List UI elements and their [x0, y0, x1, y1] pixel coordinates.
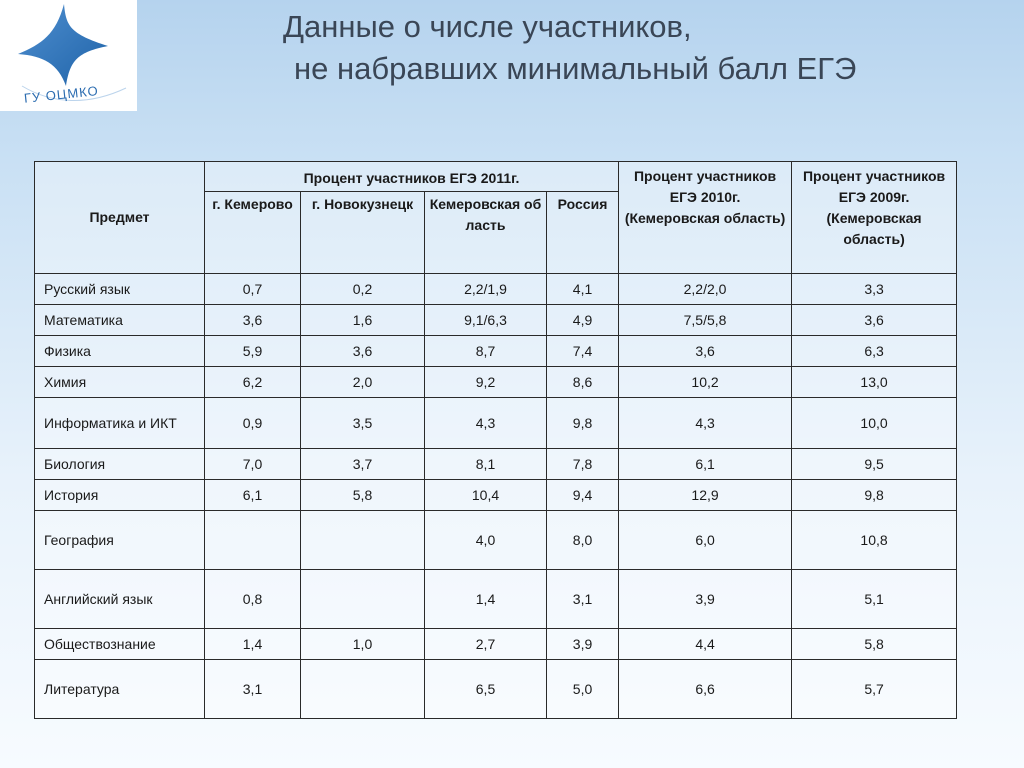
- cell-russia: 3,9: [547, 629, 619, 660]
- cell-subject: Обществознание: [35, 629, 205, 660]
- table-row: [35, 660, 957, 719]
- cell-kemerovo: 3,6: [205, 305, 301, 336]
- header-row-top: [35, 162, 957, 192]
- cell-region: 2,2/1,9: [425, 274, 547, 305]
- table-row: [35, 398, 957, 449]
- cell-subject: Информатика и ИКТ: [35, 398, 205, 449]
- cell-kemerovo: 0,7: [205, 274, 301, 305]
- table-row: [35, 511, 957, 570]
- results-table: [34, 161, 957, 719]
- cell-subject: История: [35, 480, 205, 511]
- table-row: [35, 570, 957, 629]
- cell-russia: 8,6: [547, 367, 619, 398]
- cell-region: 6,5: [425, 660, 547, 719]
- logo-text: ГУ ОЦМКО: [23, 83, 100, 106]
- cell-2009: 5,8: [792, 629, 957, 660]
- cell-subject: Биология: [35, 449, 205, 480]
- table-row: [35, 367, 957, 398]
- header-kemerovo: г. Кемерово: [205, 192, 301, 274]
- cell-novokuznetsk: 1,0: [301, 629, 425, 660]
- header-2009: Процент участников ЕГЭ 2009г. (Кемеровская область): [792, 162, 957, 274]
- cell-novokuznetsk: [301, 570, 425, 629]
- cell-subject: Химия: [35, 367, 205, 398]
- cell-russia: 7,8: [547, 449, 619, 480]
- cell-2010: 4,3: [619, 398, 792, 449]
- cell-novokuznetsk: 2,0: [301, 367, 425, 398]
- table-row: [35, 629, 957, 660]
- cell-2009: 13,0: [792, 367, 957, 398]
- header-2010: Процент участников ЕГЭ 2010г. (Кемеровская область): [619, 162, 792, 274]
- cell-subject: Русский язык: [35, 274, 205, 305]
- cell-novokuznetsk: 0,2: [301, 274, 425, 305]
- cell-kemerovo: [205, 511, 301, 570]
- cell-russia: 3,1: [547, 570, 619, 629]
- table-row: [35, 336, 957, 367]
- cell-2010: 2,2/2,0: [619, 274, 792, 305]
- cell-subject: Английский язык: [35, 570, 205, 629]
- cell-subject: География: [35, 511, 205, 570]
- cell-russia: 7,4: [547, 336, 619, 367]
- page-title: [0, 0, 1024, 110]
- header-novokuznetsk: г. Новокузнецк: [301, 192, 425, 274]
- cell-region: 10,4: [425, 480, 547, 511]
- cell-2010: 6,0: [619, 511, 792, 570]
- header-region: Кемеровская область: [425, 192, 547, 274]
- cell-region: 8,7: [425, 336, 547, 367]
- cell-2009: 10,0: [792, 398, 957, 449]
- cell-subject: Литература: [35, 660, 205, 719]
- cell-2010: 10,2: [619, 367, 792, 398]
- cell-2009: 3,3: [792, 274, 957, 305]
- cell-2010: 3,9: [619, 570, 792, 629]
- cell-kemerovo: 6,2: [205, 367, 301, 398]
- cell-2009: 5,1: [792, 570, 957, 629]
- cell-region: 9,1/6,3: [425, 305, 547, 336]
- cell-2010: 6,6: [619, 660, 792, 719]
- cell-2009: 9,5: [792, 449, 957, 480]
- cell-region: 1,4: [425, 570, 547, 629]
- cell-2009: 10,8: [792, 511, 957, 570]
- title-line-2: не набравших минимальный балл ЕГЭ: [294, 51, 857, 86]
- cell-2010: 6,1: [619, 449, 792, 480]
- cell-2009: 3,6: [792, 305, 957, 336]
- cell-russia: 5,0: [547, 660, 619, 719]
- cell-russia: 4,9: [547, 305, 619, 336]
- cell-2010: 12,9: [619, 480, 792, 511]
- header-russia: Россия: [547, 192, 619, 274]
- cell-2009: 5,7: [792, 660, 957, 719]
- cell-novokuznetsk: 3,5: [301, 398, 425, 449]
- cell-russia: 9,4: [547, 480, 619, 511]
- cell-kemerovo: 3,1: [205, 660, 301, 719]
- cell-novokuznetsk: 5,8: [301, 480, 425, 511]
- cell-kemerovo: 0,8: [205, 570, 301, 629]
- cell-subject: Математика: [35, 305, 205, 336]
- cell-kemerovo: 6,1: [205, 480, 301, 511]
- cell-russia: 9,8: [547, 398, 619, 449]
- cell-region: 8,1: [425, 449, 547, 480]
- cell-2010: 7,5/5,8: [619, 305, 792, 336]
- cell-novokuznetsk: [301, 660, 425, 719]
- title-line-1: Данные о числе участников,: [283, 9, 692, 44]
- cell-2009: 9,8: [792, 480, 957, 511]
- cell-subject: Физика: [35, 336, 205, 367]
- cell-kemerovo: 0,9: [205, 398, 301, 449]
- table-row: [35, 480, 957, 511]
- cell-2009: 6,3: [792, 336, 957, 367]
- cell-novokuznetsk: [301, 511, 425, 570]
- cell-region: 4,0: [425, 511, 547, 570]
- cell-region: 2,7: [425, 629, 547, 660]
- header-subject: Предмет: [35, 162, 205, 274]
- cell-kemerovo: 1,4: [205, 629, 301, 660]
- table-row: [35, 305, 957, 336]
- cell-region: 9,2: [425, 367, 547, 398]
- cell-region: 4,3: [425, 398, 547, 449]
- cell-novokuznetsk: 1,6: [301, 305, 425, 336]
- cell-novokuznetsk: 3,6: [301, 336, 425, 367]
- cell-russia: 4,1: [547, 274, 619, 305]
- cell-kemerovo: 5,9: [205, 336, 301, 367]
- cell-2010: 3,6: [619, 336, 792, 367]
- cell-2010: 4,4: [619, 629, 792, 660]
- header-group-2011: Процент участников ЕГЭ 2011г.: [205, 162, 619, 192]
- table-row: [35, 274, 957, 305]
- cell-novokuznetsk: 3,7: [301, 449, 425, 480]
- table-row: [35, 449, 957, 480]
- cell-kemerovo: 7,0: [205, 449, 301, 480]
- cell-russia: 8,0: [547, 511, 619, 570]
